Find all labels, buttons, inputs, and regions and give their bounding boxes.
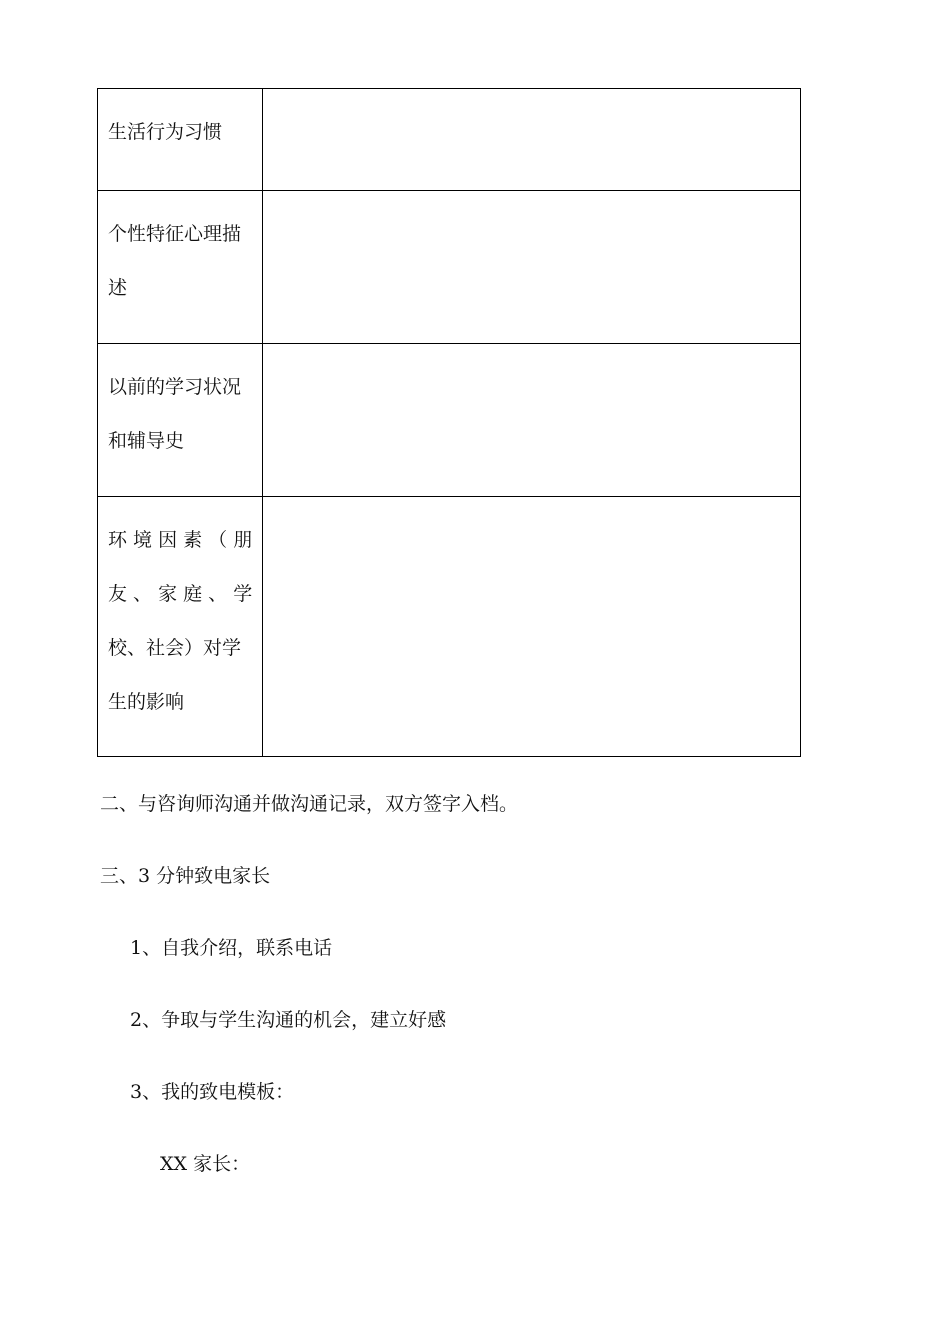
table-label-cell — [98, 89, 263, 191]
row-label — [98, 497, 262, 729]
row-label — [98, 344, 262, 468]
table-content-cell[interactable] — [263, 191, 801, 344]
section-2-heading: 二、与咨询师沟通并做沟通记录，双方签字入档。 — [100, 793, 519, 815]
table-label-cell — [98, 497, 263, 757]
table-content-cell[interactable] — [263, 497, 801, 757]
row-label-line: 个性特征心理描 — [108, 223, 242, 245]
table-label-cell — [98, 191, 263, 344]
table-row — [98, 344, 801, 497]
list-item-1: 1、自我介绍，联系电话 — [130, 937, 333, 959]
row-label-line: 环 境 因 素 （ 朋 — [108, 529, 253, 551]
template-greeting: XX 家长： — [160, 1153, 251, 1175]
row-label-line: 友 、 家 庭 、 学 — [108, 583, 253, 605]
table-content-cell[interactable] — [263, 344, 801, 497]
row-label-line: 生的影响 — [108, 691, 185, 713]
table-row — [98, 497, 801, 757]
row-label — [98, 89, 262, 159]
row-label — [98, 191, 262, 315]
table-label-cell — [98, 344, 263, 497]
row-label-line: 校、社会）对学 — [108, 637, 242, 659]
student-info-table — [97, 88, 801, 757]
row-label-line: 生活行为习惯 — [108, 121, 223, 143]
row-label-line: 以前的学习状况 — [108, 376, 242, 398]
list-item-2: 2、争取与学生沟通的机会，建立好感 — [130, 1009, 447, 1031]
table-row — [98, 191, 801, 344]
list-item-3: 3、我的致电模板： — [130, 1081, 295, 1103]
row-label-line: 述 — [108, 277, 128, 299]
row-label-line: 和辅导史 — [108, 430, 185, 452]
table-row — [98, 89, 801, 191]
section-3-heading: 三、3 分钟致电家长 — [100, 865, 271, 887]
table-content-cell[interactable] — [263, 89, 801, 191]
